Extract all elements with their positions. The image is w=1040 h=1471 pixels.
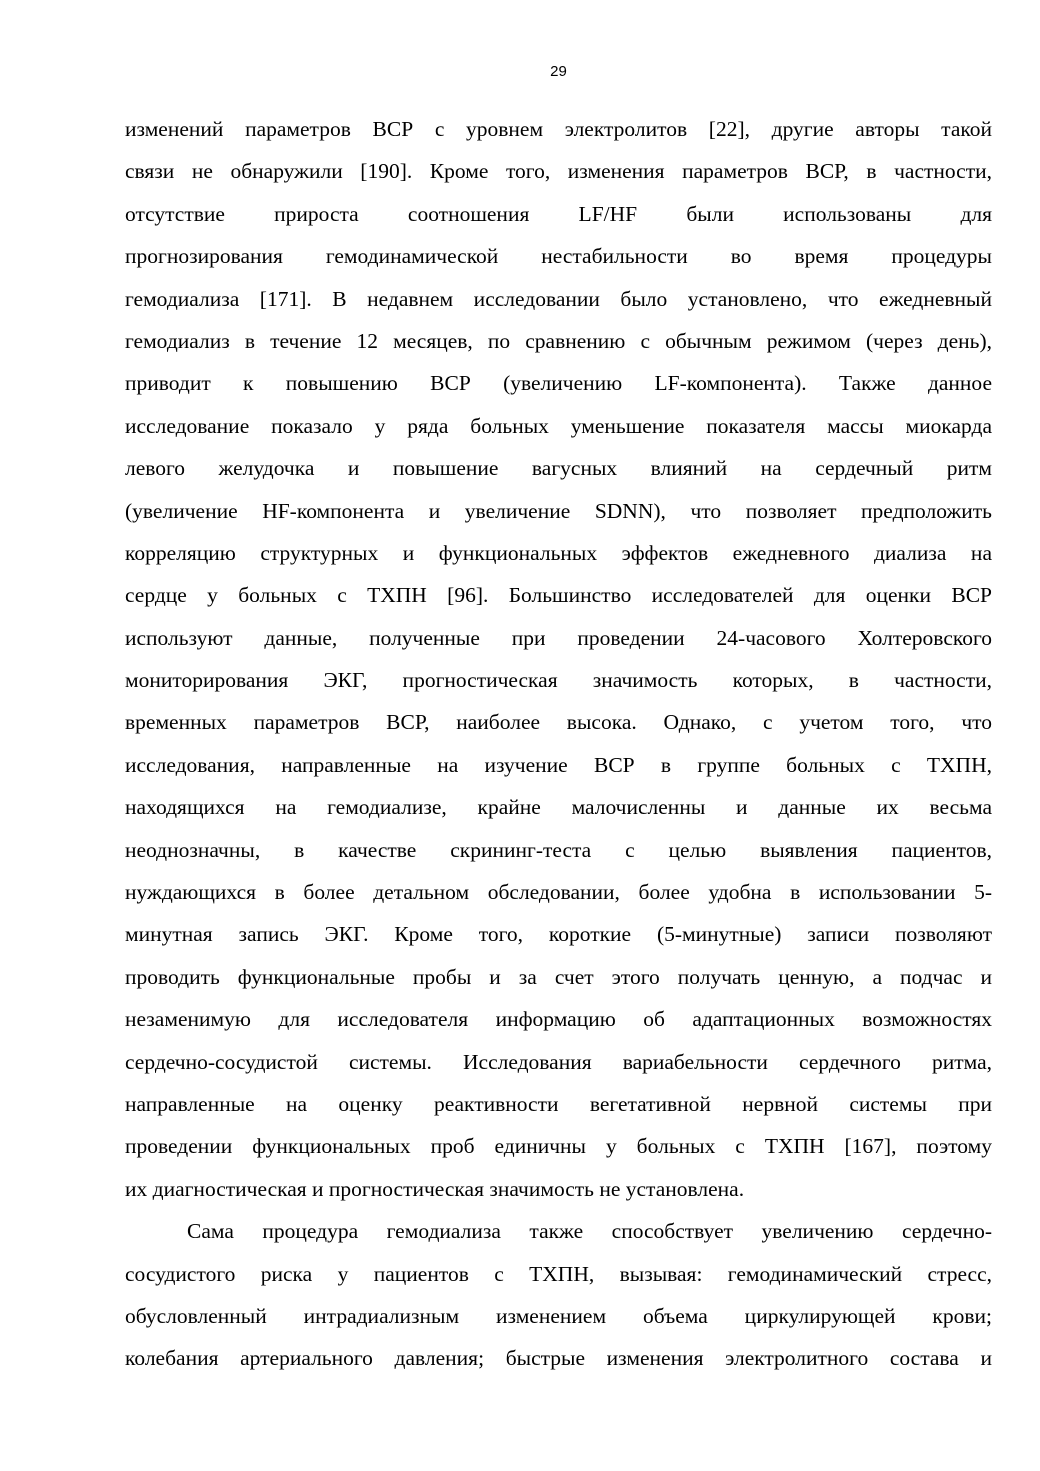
text-line: связи не обнаружили [190]. Кроме того, изменения параметров ВСР, в частности, — [125, 159, 992, 184]
text-line: колебания артериального давления; быстрые изменения электролитного состава и — [125, 1346, 992, 1371]
text-line: минутная запись ЭКГ. Кроме того, короткие (5-минутные) записи позволяют — [125, 922, 992, 947]
text-line: направленные на оценку реактивности вегетативной нервной системы при — [125, 1091, 992, 1116]
text-line: (увеличение HF-компонента и увеличение SDNN), что позволяет предположить — [125, 498, 992, 523]
page-number: 29 — [550, 63, 567, 80]
text-line: приводит к повышению ВСР (увеличению LF-компонента). Также данное — [125, 371, 992, 396]
text-line: незаменимую для исследователя информацию об адаптационных возможностях — [125, 1007, 992, 1032]
text-line: сердечно-сосудистой системы. Исследования вариабельности сердечного ритма, — [125, 1049, 992, 1074]
text-line: левого желудочка и повышение вагусных влияний на сердечный ритм — [125, 456, 992, 481]
text-line: обусловленный интрадиализным изменением объема циркулирующей крови; — [125, 1303, 992, 1328]
text-line: гемодиализ в течение 12 месяцев, по сравнению с обычным режимом (через день), — [125, 328, 992, 353]
text-line: используют данные, полученные при проведении 24-часового Холтеровского — [125, 625, 992, 650]
text-line: временных параметров ВСР, наиболее высока. Однако, с учетом того, что — [125, 710, 992, 735]
text-line: сердце у больных с ТХПН [96]. Большинство исследователей для оценки ВСР — [125, 583, 992, 608]
text-line: проведении функциональных проб единичны у больных с ТХПН [167], поэтому — [125, 1134, 992, 1159]
text-line: отсутствие прироста соотношения LF/HF были использованы для — [125, 201, 992, 226]
text-line: проводить функциональные пробы и за счет этого получать ценную, а подчас и — [125, 964, 992, 989]
text-line: мониторирования ЭКГ, прогностическая значимость которых, в частности, — [125, 668, 992, 693]
text-line: неоднозначны, в качестве скрининг-теста с целью выявления пациентов, — [125, 837, 992, 862]
text-line: Сама процедура гемодиализа также способствует увеличению сердечно- — [187, 1219, 992, 1244]
text-line: прогнозирования гемодинамической нестабильности во время процедуры — [125, 244, 992, 269]
paragraph-2 — [125, 1210, 992, 1380]
text-line: сосудистого риска у пациентов с ТХПН, вызывая: гемодинамический стресс, — [125, 1261, 992, 1286]
text-line: гемодиализа [171]. В недавнем исследовании было установлено, что ежедневный — [125, 286, 992, 311]
text-line: исследования, направленные на изучение ВСР в группе больных с ТХПН, — [125, 752, 992, 777]
text-line: корреляцию структурных и функциональных эффектов ежедневного диализа на — [125, 540, 992, 565]
text-line: их диагностическая и прогностическая значимость не установлена. — [125, 1176, 745, 1201]
text-line: нуждающихся в более детальном обследовании, более удобна в использовании 5- — [125, 880, 992, 905]
body-text — [125, 108, 992, 1380]
text-line: находящихся на гемодиализе, крайне малочисленны и данные их весьма — [125, 795, 992, 820]
text-line: исследование показало у ряда больных уменьшение показателя массы миокарда — [125, 413, 992, 438]
text-line: изменений параметров ВСР с уровнем электролитов [22], другие авторы такой — [125, 117, 992, 141]
paragraph-1 — [125, 108, 992, 1210]
